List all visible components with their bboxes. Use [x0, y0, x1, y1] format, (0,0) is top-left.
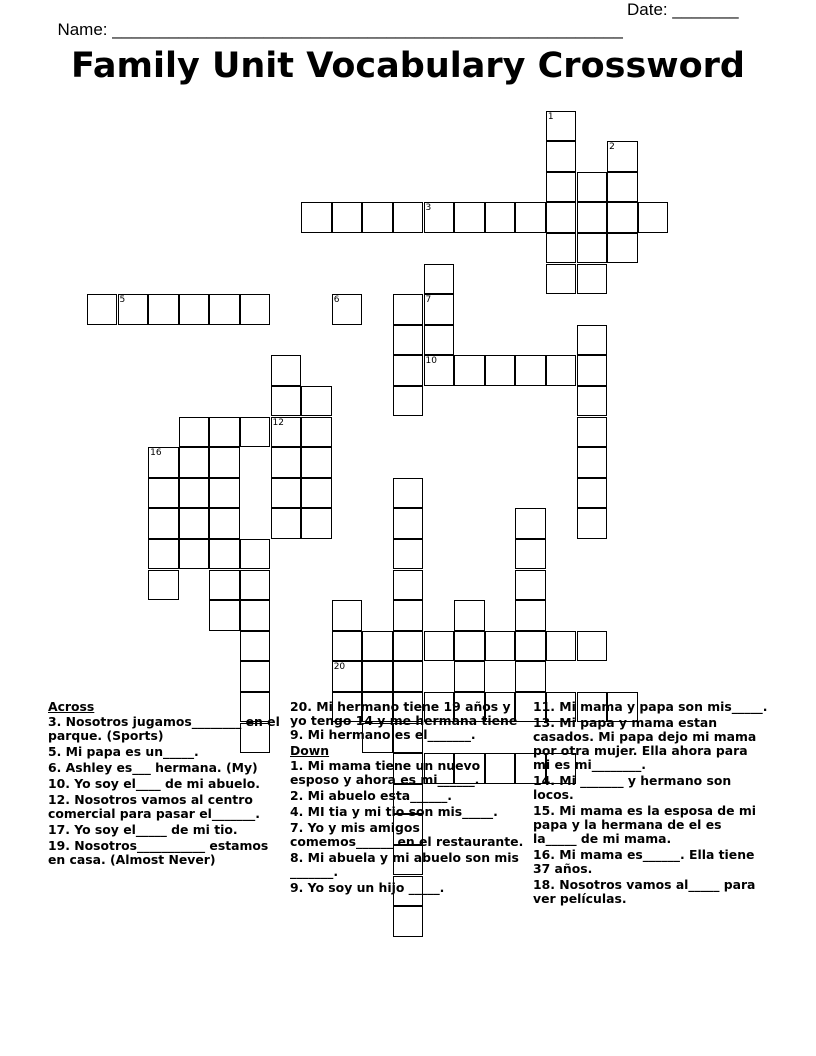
- grid-cell: [546, 172, 577, 203]
- grid-cell: [271, 355, 302, 386]
- grid-cell: [209, 508, 240, 539]
- grid-cell: [271, 417, 302, 448]
- grid-cell: [209, 294, 240, 325]
- grid-cell: [393, 631, 424, 662]
- grid-cell: [209, 600, 240, 631]
- grid-cell: [148, 478, 179, 509]
- grid-cell: [301, 202, 332, 233]
- grid-cell: [362, 202, 393, 233]
- grid-cell: [179, 447, 210, 478]
- name-field-label: Name: ______________________________________________________: [57, 20, 623, 39]
- grid-cell: [179, 508, 210, 539]
- grid-cell: [454, 600, 485, 631]
- grid-cell: [393, 325, 424, 356]
- grid-cell: [393, 355, 424, 386]
- down-heading: Down: [290, 743, 330, 758]
- clue-down-16: 16. Mi mama es______. Ella tiene 37 años.: [533, 847, 755, 876]
- grid-cell: [607, 172, 638, 203]
- clues-column-3: [533, 700, 769, 908]
- grid-cell: [332, 661, 363, 692]
- across-heading: Across: [48, 699, 95, 714]
- grid-cell: [515, 600, 546, 631]
- grid-cell: [485, 631, 516, 662]
- page-title: Family Unit Vocabulary Crossword: [71, 46, 745, 86]
- grid-cell: [240, 600, 271, 631]
- clue-down-13: 13. Mi papa y mama estan casados. Mi papa dejo mi mama por otra mujer. Ella ahora para mi es mi________.: [533, 715, 757, 772]
- clue-number: 6: [333, 295, 340, 306]
- grid-cell: [515, 631, 546, 662]
- date-field-label: Date: _______: [627, 0, 739, 19]
- clue-number: 16: [150, 448, 162, 459]
- grid-cell: [209, 539, 240, 570]
- clue-across-5: 5. Mi papa es un_____.: [48, 744, 199, 759]
- grid-cell: [393, 478, 424, 509]
- clue-down-1: 1. Mi mama tiene un nuevo esposo y ahora es mi______.: [290, 758, 481, 787]
- grid-cell: [393, 600, 424, 631]
- grid-cell: [240, 631, 271, 662]
- grid-cell: [577, 417, 608, 448]
- grid-cell: [515, 508, 546, 539]
- grid-cell: [393, 202, 424, 233]
- grid-cell: [515, 355, 546, 386]
- grid-cell: [577, 631, 608, 662]
- grid-cell: [179, 539, 210, 570]
- clue-number: 12: [272, 417, 284, 428]
- clue-down-2: 2. Mi abuelo esta______.: [290, 788, 453, 803]
- grid-cell: [118, 294, 149, 325]
- grid-cell: [424, 325, 455, 356]
- grid-cell: [332, 631, 363, 662]
- grid-cell: [515, 539, 546, 570]
- grid-cell: [454, 355, 485, 386]
- grid-cell: [546, 202, 577, 233]
- grid-cell: [607, 202, 638, 233]
- grid-cell: [393, 539, 424, 570]
- grid-cell: [577, 386, 608, 417]
- clue-across-10: 10. Yo soy el____ de mi abuelo.: [48, 776, 260, 791]
- grid-cell: [546, 355, 577, 386]
- grid-cell: [240, 294, 271, 325]
- grid-cell: [332, 294, 363, 325]
- grid-cell: [393, 386, 424, 417]
- grid-cell: [271, 478, 302, 509]
- clue-across-17: 17. Yo soy el_____ de mi tio.: [48, 822, 238, 837]
- grid-cell: [393, 294, 424, 325]
- clues-column-2: [290, 700, 524, 897]
- grid-cell: [271, 508, 302, 539]
- grid-cell: [485, 355, 516, 386]
- grid-cell: [393, 508, 424, 539]
- grid-cell: [393, 906, 424, 937]
- grid-cell: [577, 233, 608, 264]
- grid-cell: [362, 631, 393, 662]
- grid-cell: [301, 417, 332, 448]
- grid-cell: [332, 202, 363, 233]
- grid-cell: [546, 233, 577, 264]
- clue-down-8: 8. Mi abuela y mi abuelo son mis _______.: [290, 850, 519, 879]
- grid-cell: [301, 386, 332, 417]
- grid-cell: [240, 417, 271, 448]
- grid-cell: [148, 539, 179, 570]
- clue-across-19: 19. Nosotros___________ estamos en casa. (Almost Never): [48, 838, 269, 867]
- grid-cell: [454, 631, 485, 662]
- grid-cell: [546, 141, 577, 172]
- grid-cell: [148, 570, 179, 601]
- clue-down-11: 11. Mi mama y papa son mis_____.: [533, 699, 768, 714]
- grid-cell: [179, 294, 210, 325]
- grid-cell: [515, 661, 546, 692]
- clue-down-4: 4. MI tia y mi tio son mis_____.: [290, 804, 498, 819]
- clue-down-14: 14. Mi _______ y hermano son locos.: [533, 773, 732, 802]
- grid-cell: [424, 355, 455, 386]
- grid-cell: [148, 508, 179, 539]
- grid-cell: [393, 661, 424, 692]
- grid-cell: [577, 202, 608, 233]
- clue-down-15: 15. Mi mama es la esposa de mi papa y la hermana de el es la_____ de mi mama.: [533, 803, 756, 846]
- grid-cell: [87, 294, 118, 325]
- clue-down-7: 7. Yo y mis amigos comemos______ en el restaurante.: [290, 820, 524, 849]
- grid-cell: [424, 264, 455, 295]
- clue-number: 10: [425, 356, 437, 367]
- grid-cell: [607, 141, 638, 172]
- grid-cell: [454, 661, 485, 692]
- clue-down-18: 18. Nosotros vamos al_____ para ver películas.: [533, 877, 756, 906]
- clue-across-12: 12. Nosotros vamos al centro comercial para pasar el_______.: [48, 792, 260, 821]
- grid-cell: [271, 386, 302, 417]
- grid-cell: [577, 478, 608, 509]
- grid-cell: [577, 355, 608, 386]
- grid-cell: [271, 447, 302, 478]
- clue-across-20: 20. Mi hermano tiene 19 años y yo tengo 14 y me hermana tiene 9. Mi hermano es el_______.: [290, 699, 518, 742]
- grid-cell: [179, 417, 210, 448]
- clue-down-9: 9. Yo soy un hijo _____.: [290, 880, 445, 895]
- grid-cell: [209, 447, 240, 478]
- grid-cell: [148, 294, 179, 325]
- grid-cell: [638, 202, 669, 233]
- grid-cell: [424, 294, 455, 325]
- clues-column-1: [48, 700, 284, 869]
- grid-cell: [393, 570, 424, 601]
- clue-across-6: 6. Ashley es___ hermana. (My): [48, 760, 258, 775]
- clue-number: 7: [425, 295, 432, 306]
- grid-cell: [515, 570, 546, 601]
- grid-cell: [179, 478, 210, 509]
- grid-cell: [577, 447, 608, 478]
- grid-cell: [240, 539, 271, 570]
- grid-cell: [240, 570, 271, 601]
- clue-across-3: 3. Nosotros jugamos________ en el parque. (Sports): [48, 714, 280, 743]
- grid-cell: [301, 508, 332, 539]
- grid-cell: [332, 600, 363, 631]
- clue-number: 3: [425, 203, 432, 214]
- grid-cell: [546, 264, 577, 295]
- grid-cell: [148, 447, 179, 478]
- grid-cell: [362, 661, 393, 692]
- clue-number: 1: [547, 111, 554, 122]
- grid-cell: [577, 264, 608, 295]
- grid-cell: [546, 111, 577, 142]
- grid-cell: [546, 631, 577, 662]
- grid-cell: [301, 447, 332, 478]
- grid-cell: [240, 661, 271, 692]
- grid-cell: [577, 172, 608, 203]
- clue-number: 5: [119, 295, 126, 306]
- clue-number: 2: [609, 142, 615, 153]
- grid-cell: [577, 325, 608, 356]
- grid-cell: [485, 202, 516, 233]
- grid-cell: [301, 478, 332, 509]
- grid-cell: [209, 478, 240, 509]
- grid-cell: [515, 202, 546, 233]
- grid-cell: [209, 570, 240, 601]
- grid-cell: [424, 202, 455, 233]
- grid-cell: [577, 508, 608, 539]
- grid-cell: [424, 631, 455, 662]
- grid-cell: [454, 202, 485, 233]
- clue-number: 20: [333, 662, 346, 673]
- grid-cell: [607, 233, 638, 264]
- grid-cell: [209, 417, 240, 448]
